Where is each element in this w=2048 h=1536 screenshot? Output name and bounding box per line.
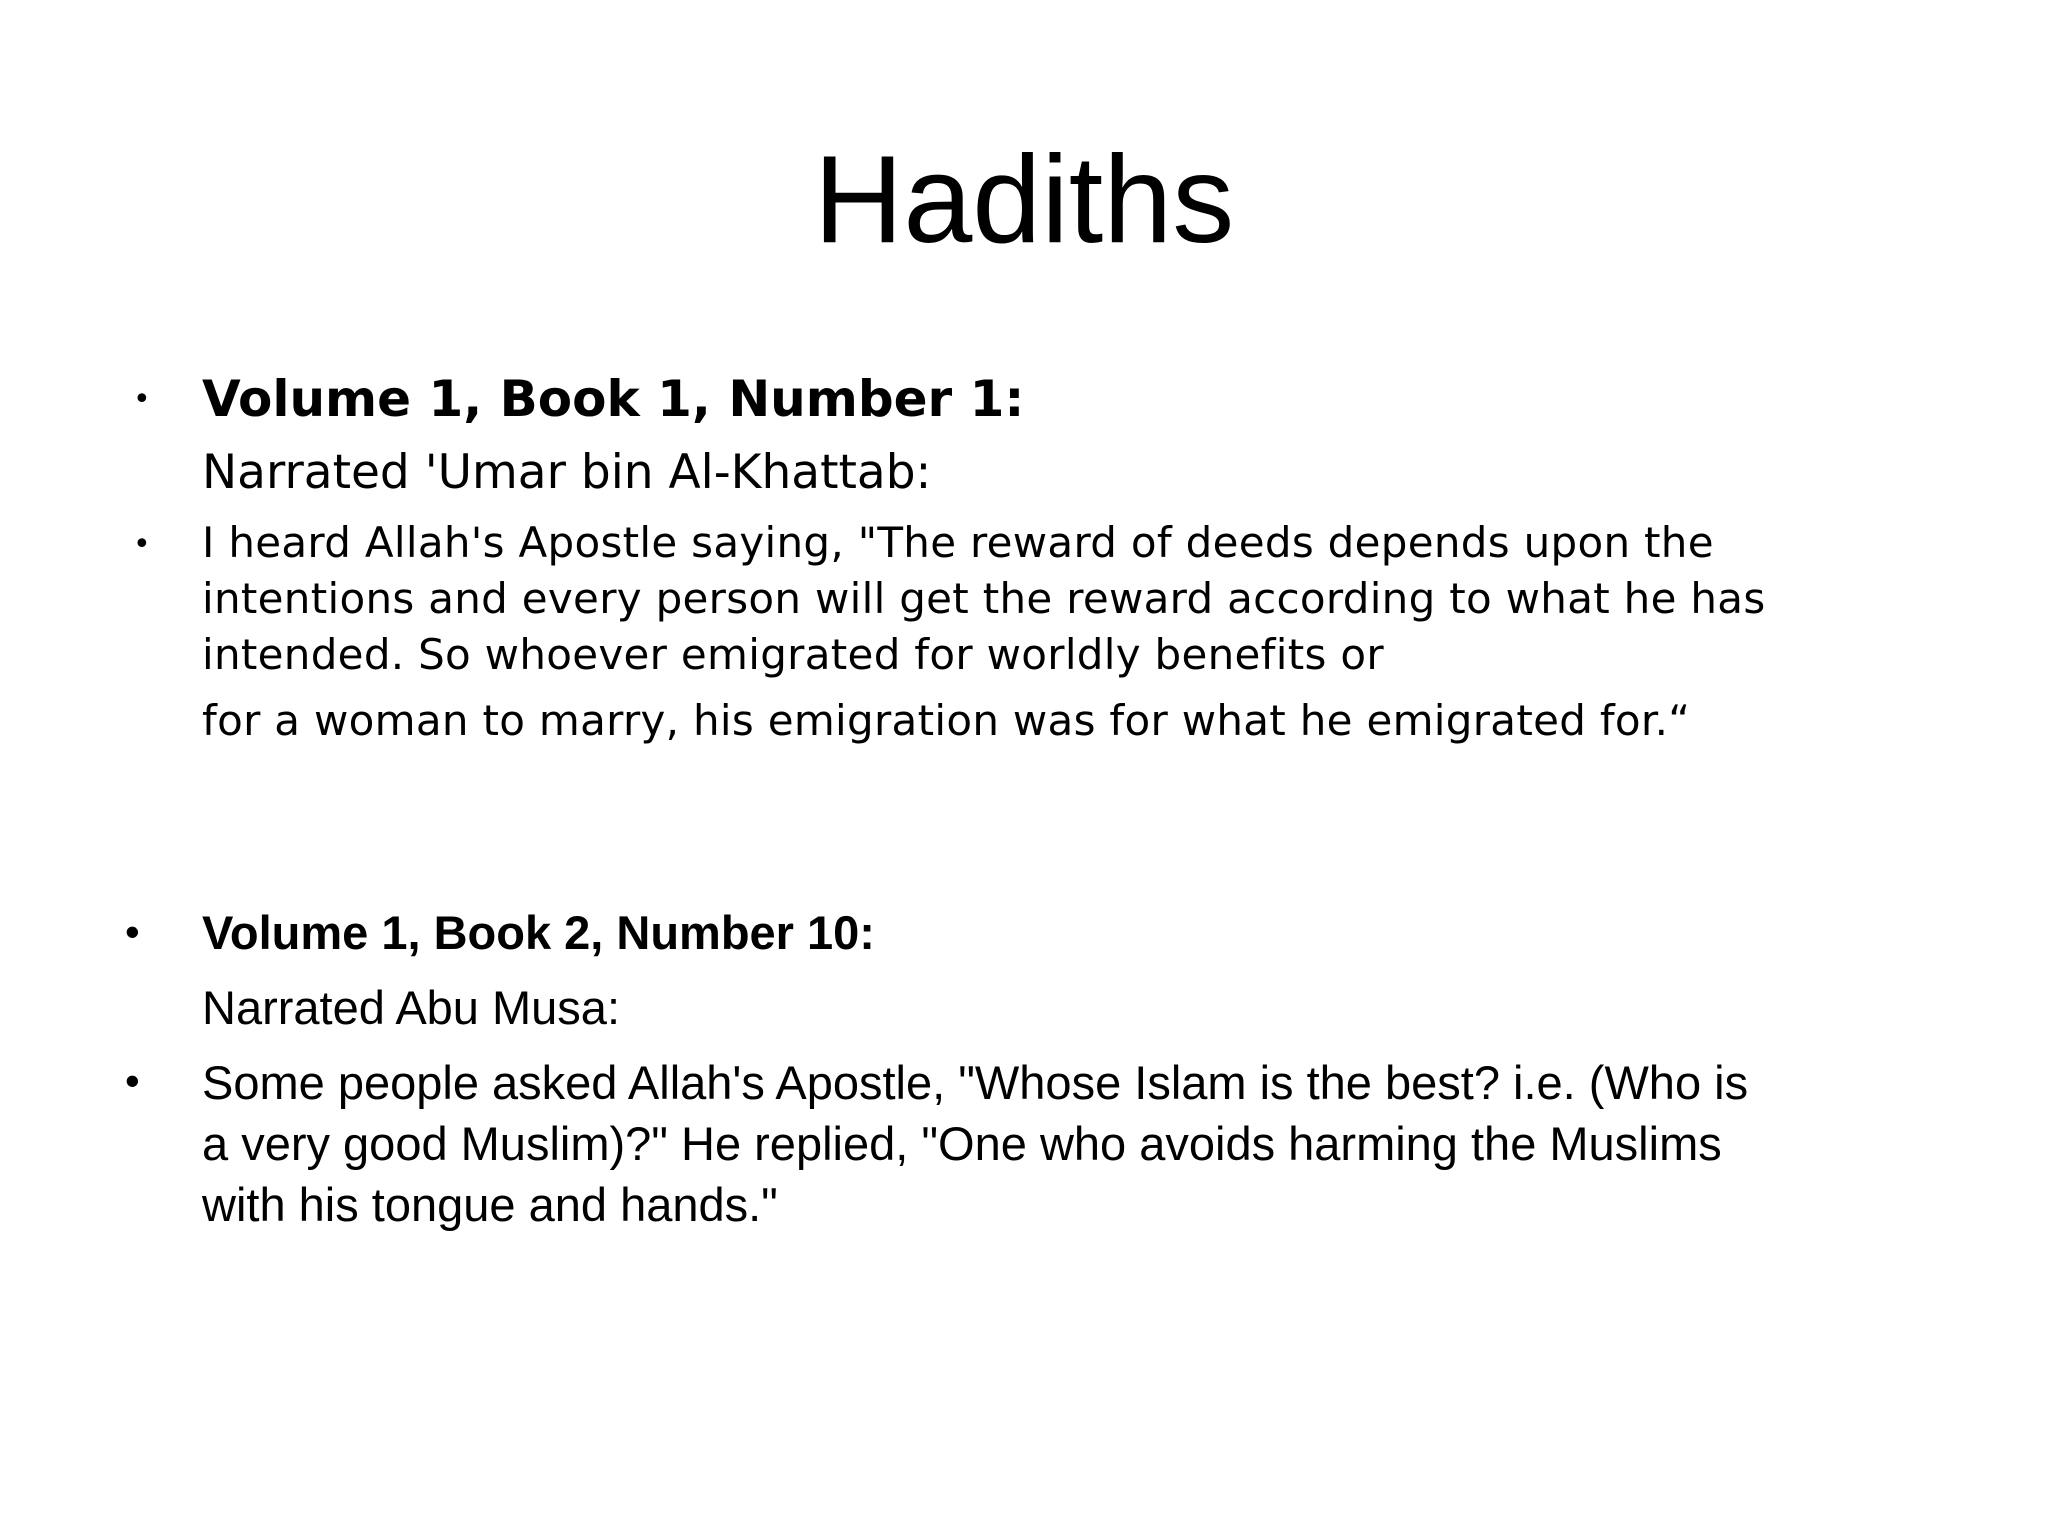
bullet-marker: • [125, 1057, 140, 1104]
hadith-1-reference: Volume 1, Book 1, Number 1: [202, 370, 1025, 428]
hadith-2-text-line: with his tongue and hands." [202, 1178, 778, 1231]
hadith-1-text-line: for a woman to marry, his emigration was for what he emigrated for.“ [202, 696, 1691, 745]
hadith-1-text-line: I heard Allah's Apostle saying, "The reward of deeds depends upon the [202, 518, 1714, 567]
hadith-1-text-line: intended. So whoever emigrated for worldly benefits or [202, 630, 1384, 679]
hadith-1-text-line: intentions and every person will get the reward according to what he has [202, 574, 1766, 623]
hadith-1-narrator: Narrated 'Umar bin Al-Khattab: [202, 445, 932, 500]
bullet-marker: • [133, 382, 151, 417]
slide-title: Hadiths [813, 131, 1235, 269]
hadith-2-reference: Volume 1, Book 2, Number 10: [202, 906, 875, 959]
hadith-2-narrator: Narrated Abu Musa: [202, 981, 620, 1034]
hadith-2-text-line: Some people asked Allah's Apostle, "Whose Islam is the best? i.e. (Who is [202, 1056, 1749, 1109]
bullet-marker: • [125, 908, 140, 955]
bullet-marker: • [133, 527, 151, 562]
hadith-2-text-line: a very good Muslim)?" He replied, "One who avoids harming the Muslims [202, 1117, 1722, 1170]
